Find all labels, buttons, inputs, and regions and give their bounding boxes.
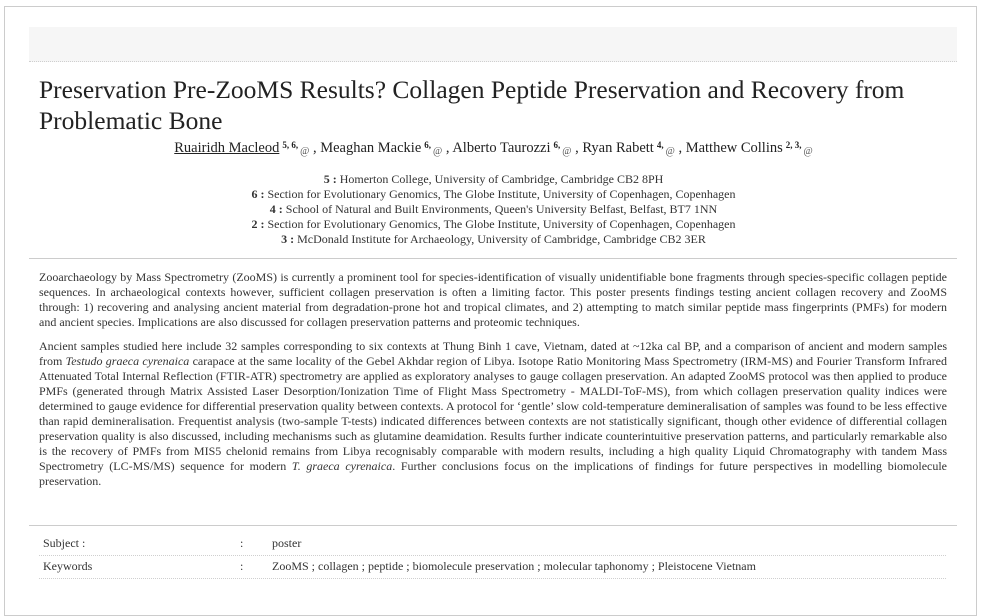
abstract-paragraph: Zooarchaeology by Mass Spectrometry (ZooMS) is currently a prominent tool for species-identification of visually unidentifiable bone fragments through species-specific collagen peptide sequences. In archaeological contexts however, sufficient collagen preservation is often a limiting factor. This poster presents findings testing ancient collagen recovery and ZooMS through: 1) recovering and analysing ancient material from degradation-prone hot and tropical climates, and 2) attempting to match similar peptide mass fingerprints (PMFs) for modern and ancient species. Implications are also discussed for collagen preservation patterns and proteomic techniques. xyxy=(39,270,947,329)
section-divider xyxy=(29,258,957,259)
metadata-value: poster xyxy=(272,536,302,550)
author-list xyxy=(0,140,987,157)
author-affiliation-refs: 4, xyxy=(656,140,664,150)
affiliation-text: McDonald Institute for Archaeology, University of Cambridge, Cambridge CB2 3ER xyxy=(297,232,706,246)
author xyxy=(582,140,682,156)
author xyxy=(174,140,316,156)
abstract-paragraph xyxy=(39,339,947,489)
affiliation xyxy=(0,202,987,217)
author-name: Alberto Taurozzi xyxy=(452,140,551,156)
abstract-text: . Further conclusions focus on the implications of findings for future perspectives in modelling biomolecule preservation. xyxy=(39,459,948,488)
email-icon[interactable]: @ xyxy=(665,146,675,157)
affiliation xyxy=(0,187,987,202)
abstract xyxy=(39,270,947,498)
affiliation-text: School of Natural and Built Environments, Queen's University Belfast, Belfast, BT7 1NN xyxy=(285,202,718,216)
author-separator: , xyxy=(571,140,579,156)
author-affiliation-refs: 6, xyxy=(553,140,561,150)
author-affiliation-refs: 5, 6, xyxy=(282,140,299,150)
affiliation xyxy=(0,217,987,232)
metadata-table xyxy=(39,533,946,579)
author-affiliation-refs: 2, 3, xyxy=(785,140,802,150)
author-affiliation-refs: 6, xyxy=(424,140,432,150)
email-icon[interactable]: @ xyxy=(433,146,443,157)
author xyxy=(452,140,578,156)
affiliation-number: 3 : xyxy=(281,232,295,246)
abstract-text: Ancient samples studied here include 32 samples corresponding to six contexts at Thung Binh 1 cave, Vietnam, dated at ~12ka cal BP, and a comparison of ancient and modern samples from xyxy=(39,339,947,368)
metadata-value: ZooMS ; collagen ; peptide ; biomolecule preservation ; molecular taphonomy ; Pleistocene Vietnam xyxy=(272,559,756,573)
author-separator: , xyxy=(442,140,450,156)
author-separator: , xyxy=(309,140,317,156)
metadata-colon: : xyxy=(240,536,244,550)
email-icon[interactable]: @ xyxy=(803,146,813,157)
section-divider xyxy=(29,525,957,526)
author-name: Ryan Rabett xyxy=(582,140,654,156)
abstract-text: carapace at the same locality of the Gebel Akhdar region of Libya. Isotope Ratio Monitoring Mass Spectrometry (IRM-MS) and Fourier Transform Infrared Attenuated Total Internal Reflection (FTIR-ATR) spectrometry are applied as exploratory analyses to gauge collagen preservation. An adapted ZooMS protocol was then applied to produce PMFs (generated through Matrix Assisted Laser Desorption/Ionization Time of Flight Mass Spectrometry - MALDI-ToF-MS), from which collagen preservation quality indices were determined to gauge evidence for differential preservation quality between contexts. A protocol for ‘gentle’ slow cold-temperature demineralisation of samples was found to be less effective than rapid demineralisation. Frequentist analysis (two-sample T-tests) indicated differences between contexts are not statistically significant, though other evidence of differential collagen preservation quality is also discussed, including mechanisms such as glutamine deamidation. Results further indicate counterintuitive preservation patterns, and particularly remarkable also is the recovery of PMFs from MIS5 chelonid remains from Libya recognisably comparable with modern results, including a high quality Liquid Chromatography with tandem Mass Spectrometry (LC-MS/MS) sequence for modern xyxy=(39,354,947,473)
author-name: Meaghan Mackie xyxy=(320,140,422,156)
metadata-row-keywords xyxy=(39,556,946,579)
author-name-link[interactable]: Ruairidh Macleod xyxy=(174,140,280,156)
affiliation xyxy=(0,232,987,247)
author xyxy=(320,140,449,156)
top-toolbar xyxy=(29,27,957,62)
species-name: T. graeca cyrenaica xyxy=(291,459,393,473)
affiliation-number: 6 : xyxy=(251,187,265,201)
page-title: Preservation Pre-ZooMS Results? Collagen Peptide Preservation and Recovery from Problematic Bone xyxy=(39,75,905,135)
affiliation-text: Homerton College, University of Cambridge, Cambridge CB2 8PH xyxy=(339,172,664,186)
affiliation xyxy=(0,172,987,187)
metadata-label: Subject : xyxy=(43,536,86,550)
affiliation-list xyxy=(0,172,987,247)
affiliation-number: 5 : xyxy=(323,172,337,186)
author xyxy=(686,140,813,156)
species-name: Testudo graeca cyrenaica xyxy=(65,354,190,368)
author-separator: , xyxy=(674,140,683,156)
affiliation-number: 4 : xyxy=(269,202,283,216)
email-icon[interactable]: @ xyxy=(562,146,572,157)
metadata-row-subject xyxy=(39,533,946,556)
author-name: Matthew Collins xyxy=(685,140,783,156)
metadata-label: Keywords xyxy=(43,559,93,573)
email-icon[interactable]: @ xyxy=(300,146,310,157)
metadata-colon: : xyxy=(240,559,244,573)
affiliation-text: Section for Evolutionary Genomics, The Globe Institute, University of Copenhagen, Copenhagen xyxy=(267,217,736,231)
affiliation-text: Section for Evolutionary Genomics, The Globe Institute, University of Copenhagen, Copenhagen xyxy=(267,187,736,201)
affiliation-number: 2 : xyxy=(251,217,265,231)
